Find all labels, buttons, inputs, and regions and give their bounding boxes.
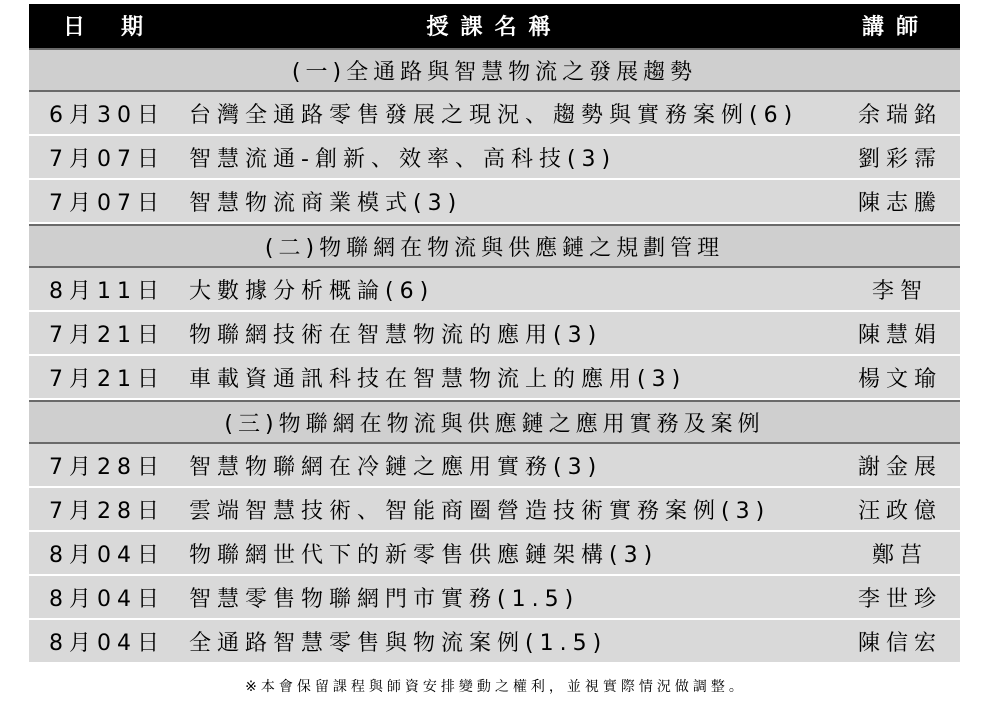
row-date: 7月07日 xyxy=(49,190,165,216)
row-teacher: 李智 xyxy=(871,278,928,304)
row-date: 8月04日 xyxy=(49,542,165,568)
row-course: 大數據分析概論(6) xyxy=(189,278,435,304)
table-row xyxy=(29,356,960,400)
row-teacher: 李世珍 xyxy=(857,586,942,612)
section-title xyxy=(29,48,960,92)
table-row xyxy=(29,576,960,620)
table-row xyxy=(29,136,960,180)
row-date: 7月28日 xyxy=(49,454,165,480)
row-teacher: 鄭莒 xyxy=(871,542,928,568)
row-course: 物聯網技術在智慧物流的應用(3) xyxy=(189,322,603,348)
row-course: 車載資通訊科技在智慧物流上的應用(3) xyxy=(189,366,687,392)
row-course: 智慧流通-創新、效率、高科技(3) xyxy=(189,146,617,172)
row-date: 6月30日 xyxy=(49,102,165,128)
row-course: 智慧物流商業模式(3) xyxy=(189,190,463,216)
table-row xyxy=(29,488,960,532)
row-teacher: 陳志騰 xyxy=(857,190,942,216)
row-date: 8月11日 xyxy=(49,278,165,304)
footnote: ※本會保留課程與師資安排變動之權利，並視實際情況做調整。 xyxy=(245,679,747,695)
row-teacher: 楊文瑜 xyxy=(857,366,942,392)
section-title xyxy=(29,224,960,268)
row-course: 智慧物聯網在冷鏈之應用實務(3) xyxy=(189,454,603,480)
row-teacher: 陳信宏 xyxy=(857,630,942,656)
row-date: 7月21日 xyxy=(49,366,165,392)
row-teacher: 劉彩霈 xyxy=(857,146,942,172)
row-course: 智慧零售物聯網門市實務(1.5) xyxy=(189,586,580,612)
table-row xyxy=(29,312,960,356)
row-date: 7月21日 xyxy=(49,322,165,348)
row-date: 7月28日 xyxy=(49,498,165,524)
table-header xyxy=(29,4,960,48)
table-row xyxy=(29,92,960,136)
table-row xyxy=(29,180,960,224)
row-course: 台灣全通路零售發展之現況、趨勢與實務案例(6) xyxy=(189,102,799,128)
row-date: 7月07日 xyxy=(49,146,165,172)
row-course: 雲端智慧技術、智能商圈營造技術實務案例(3) xyxy=(189,498,771,524)
header-teacher: 講師 xyxy=(861,14,930,40)
row-course: 全通路智慧零售與物流案例(1.5) xyxy=(189,630,608,656)
section-title-text: (一)全通路與智慧物流之發展趨勢 xyxy=(291,59,698,85)
row-date: 8月04日 xyxy=(49,586,165,612)
table-row xyxy=(29,620,960,664)
section-title-text: (二)物聯網在物流與供應鏈之規劃管理 xyxy=(264,235,725,261)
row-teacher: 陳慧娟 xyxy=(857,322,942,348)
section-title xyxy=(29,400,960,444)
row-teacher: 謝金展 xyxy=(857,454,942,480)
section-title-text: (三)物聯網在物流與供應鏈之應用實務及案例 xyxy=(224,411,765,437)
table-row xyxy=(29,444,960,488)
row-date: 8月04日 xyxy=(49,630,165,656)
row-teacher: 汪政億 xyxy=(857,498,942,524)
row-course: 物聯網世代下的新零售供應鏈架構(3) xyxy=(189,542,659,568)
course-schedule-table xyxy=(29,4,960,664)
header-course: 授課名稱 xyxy=(426,14,563,40)
table-row xyxy=(29,268,960,312)
table-row xyxy=(29,532,960,576)
header-date: 日期 xyxy=(63,14,180,40)
row-teacher: 余瑞銘 xyxy=(857,102,942,128)
